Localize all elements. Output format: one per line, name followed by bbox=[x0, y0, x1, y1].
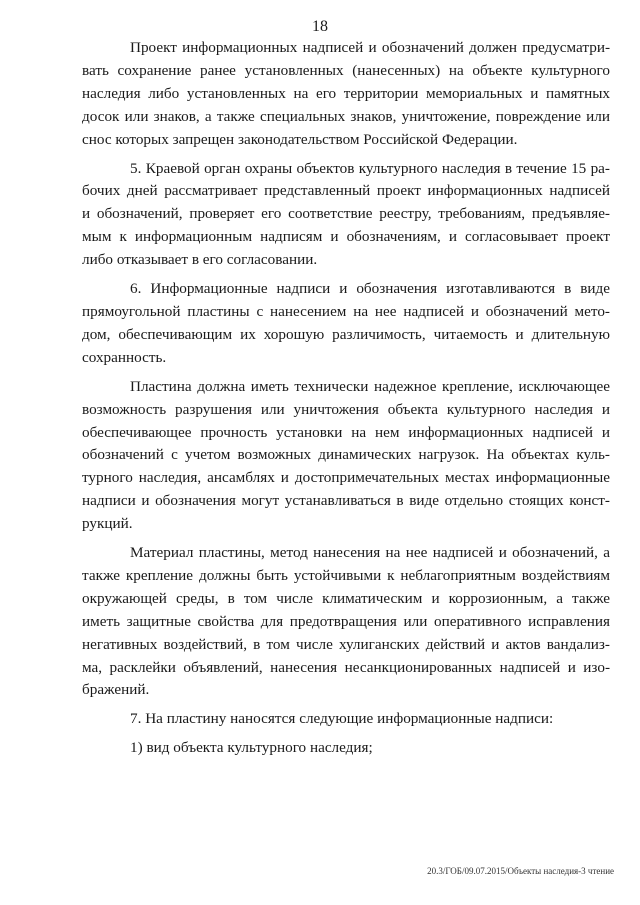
text-line: надписи и обозначения могут устанавливаться в виде отдельно стоящих конст- bbox=[82, 492, 610, 510]
text-line: Пластина должна иметь технически надежное крепление, исключающее bbox=[130, 377, 610, 395]
text-line: рукций. bbox=[82, 515, 133, 533]
text-line: прямоугольной пластины с нанесением на нее надписей и обозначений мето- bbox=[82, 302, 610, 320]
text-line: 6. Информационные надписи и обозначения изготавливаются в виде bbox=[130, 280, 610, 298]
text-line: возможность разрушения или уничтожения объекта культурного наследия и bbox=[82, 400, 610, 418]
text-line: 1) вид объекта культурного наследия; bbox=[130, 739, 373, 757]
text-line: 7. На пластину наносятся следующие информационные надписи: bbox=[130, 710, 554, 728]
text-line: турного наследия, ансамблях и достопримечательных местах информационные bbox=[82, 469, 610, 487]
text-line: ма, расклейки объявлений, нанесения несанкционированных надписей и изо- bbox=[82, 658, 610, 676]
text-line: досок или знаков, а также специальных знаков, уничтожение, повреждение или bbox=[82, 107, 610, 125]
text-line: обозначений с учетом возможных динамических нагрузок. На объектах куль- bbox=[82, 446, 610, 464]
text-line: либо отказывает в его согласовании. bbox=[82, 251, 318, 269]
text-line: 5. Краевой орган охраны объектов культурного наследия в течение 15 ра- bbox=[130, 159, 610, 177]
text-line: также крепление должны быть устойчивыми к неблагоприятным воздействиям bbox=[82, 566, 610, 584]
text-line: бочих дней рассматривает представленный проект информационных надписей bbox=[82, 182, 610, 200]
text-line: Проект информационных надписей и обозначений должен предусматри- bbox=[130, 39, 610, 56]
text-line: мым к информационным надписям и обозначениям, и согласовывает проект bbox=[82, 228, 610, 246]
text-line: наследия либо установленных на его территории мемориальных и памятных bbox=[82, 84, 610, 102]
paragraph bbox=[82, 737, 610, 760]
text-line: снос которых запрещен законодательством Российской Федерации. bbox=[82, 130, 518, 148]
paragraph bbox=[82, 37, 610, 152]
paragraph bbox=[82, 376, 610, 536]
paragraph bbox=[82, 158, 610, 273]
text-line: сохранность. bbox=[82, 348, 167, 366]
document-body bbox=[82, 37, 610, 760]
text-line: негативных воздействий, в том числе хулиганских действий и актов вандализ- bbox=[82, 635, 610, 653]
text-line: бражений. bbox=[82, 681, 150, 699]
text-line: иметь защитные свойства для предотвращения или оперативного исправления bbox=[82, 612, 610, 630]
text-line: Материал пластины, метод нанесения на нее надписей и обозначений, а bbox=[130, 544, 610, 562]
footer-document-code: 20.3/ГОБ/09.07.2015/Объекты наследия-3 чтение bbox=[427, 866, 614, 876]
text-line: и обозначений, проверяет его соответствие реестру, требованиям, предъявляе- bbox=[82, 205, 610, 223]
text-line: дом, обеспечивающим их хорошую различимость, читаемость и длительную bbox=[82, 325, 610, 343]
text-line: обеспечивающее прочность установки на нем информационных надписей и bbox=[82, 423, 610, 441]
page-number: 18 bbox=[312, 18, 328, 35]
text-line: вать сохранение ранее установленных (нанесенных) на объекте культурного bbox=[82, 61, 610, 79]
paragraph bbox=[82, 278, 610, 370]
paragraph bbox=[82, 708, 610, 731]
paragraph bbox=[82, 542, 610, 702]
text-line: окружающей среды, в том числе климатическим и коррозионным, а также bbox=[82, 589, 610, 607]
